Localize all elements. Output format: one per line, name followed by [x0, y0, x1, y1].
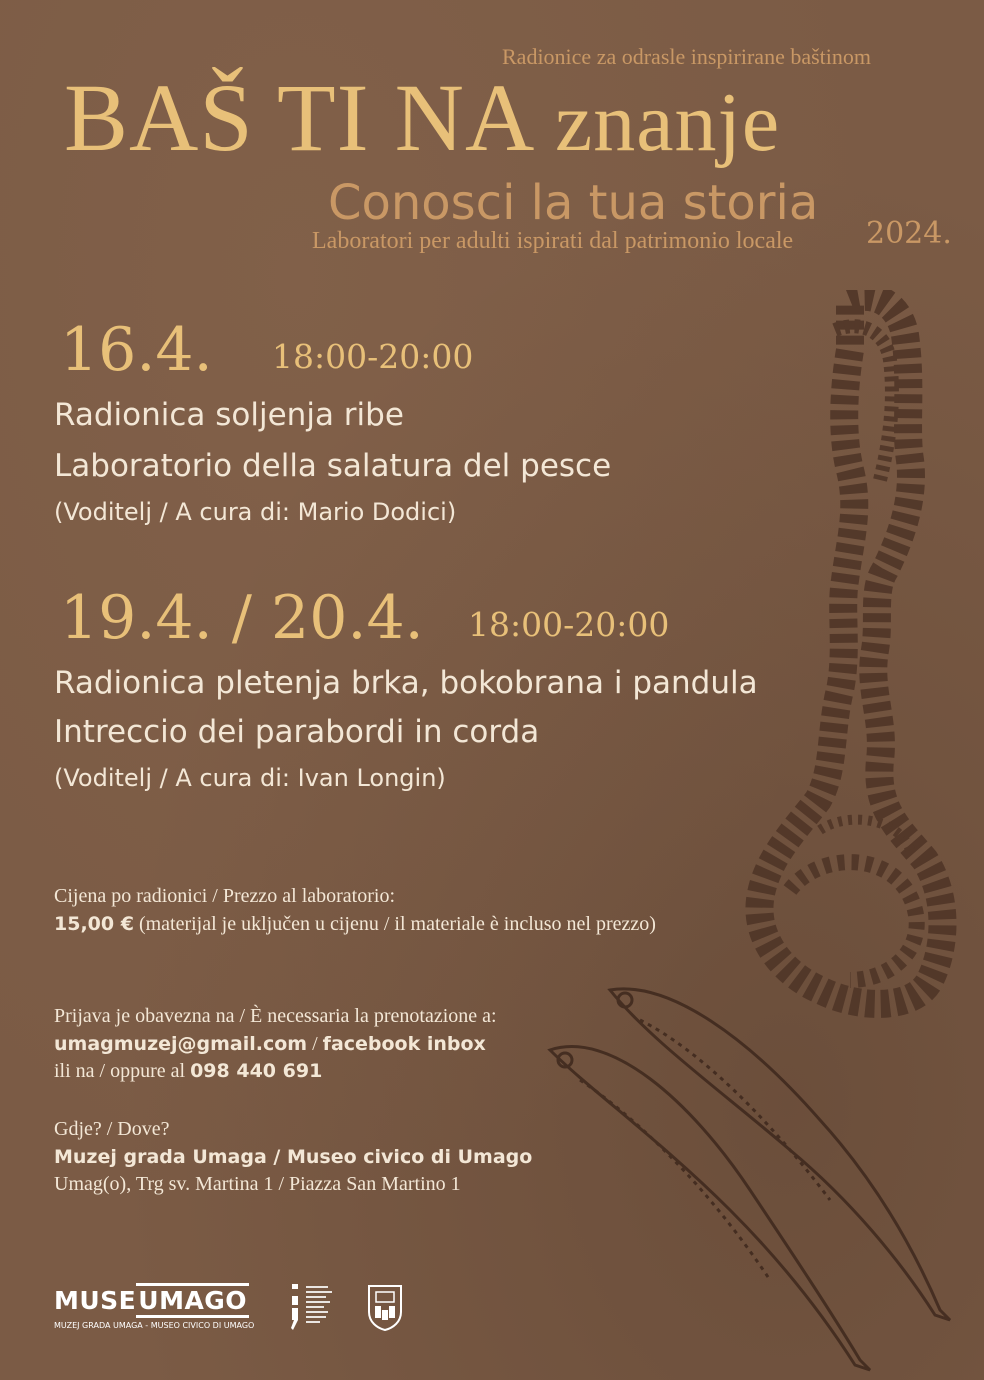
- workshop-1-title-hr: Radionica soljenja ribe: [54, 397, 404, 433]
- subtitle-italian: Conosci la tua storia: [328, 175, 819, 231]
- price-note: (materijal je uključen u cijenu / il materiale è incluso nel prezzo): [138, 913, 656, 935]
- workshop-2-title-it: Intreccio dei parabordi in corda: [54, 714, 540, 750]
- workshop-2-time: 18:00-20:00: [468, 605, 670, 644]
- main-title-upper: BAŠ TI NA: [64, 64, 530, 171]
- registration-separator: /: [307, 1033, 323, 1055]
- umag-coat-of-arms-icon: [366, 1282, 404, 1332]
- workshop-1-title-it: Laboratorio della salatura del pesce: [54, 448, 612, 484]
- fish-illustration: [530, 960, 984, 1380]
- museum-logo: [54, 1286, 254, 1330]
- registration-facebook[interactable]: facebook inbox: [322, 1033, 486, 1055]
- registration-phone-prefix: ili na / oppure al: [54, 1060, 191, 1082]
- museum-logo-word: [54, 1286, 254, 1315]
- ministry-semicolon-logo-icon: [290, 1282, 350, 1338]
- registration-email[interactable]: umagmuzej@gmail.com: [54, 1033, 308, 1055]
- museum-logo-word-a: MUSE: [54, 1286, 137, 1315]
- workshop-2-leader: (Voditelj / A cura di: Ivan Longin): [54, 764, 446, 792]
- location-address: Umag(o), Trg sv. Martina 1 / Piazza San Martino 1: [54, 1173, 461, 1195]
- subtitle-italian-small: Laboratori per adulti ispirati dal patrimonio locale: [312, 228, 794, 254]
- workshop-1-time: 18:00-20:00: [272, 337, 474, 376]
- workshop-2-date: 19.4. / 20.4.: [60, 583, 424, 653]
- location-label: Gdje? / Dove?: [54, 1118, 170, 1140]
- registration-label: Prijava je obavezna na / È necessaria la prenotazione a:: [54, 1005, 497, 1027]
- price-amount: 15,00 €: [54, 913, 134, 935]
- year: 2024.: [866, 216, 952, 251]
- workshop-2-title-hr: Radionica pletenja brka, bokobrana i pandula: [54, 665, 758, 701]
- subtitle-croatian: Radionice za odrasle inspirirane baštinom: [502, 44, 871, 69]
- registration-phone-line: [54, 1059, 322, 1083]
- main-title-lower: znanje: [554, 76, 781, 169]
- workshop-1-leader: (Voditelj / A cura di: Mario Dodici): [54, 498, 457, 526]
- registration-contacts: [54, 1032, 486, 1056]
- main-title: [64, 64, 781, 171]
- workshop-1-date: 16.4.: [60, 315, 213, 385]
- registration-phone[interactable]: 098 440 691: [190, 1060, 323, 1082]
- museum-logo-subtitle: MUZEJ GRADA UMAGA - MUSEO CIVICO DI UMAGO: [54, 1321, 255, 1330]
- location-museum: [54, 1145, 532, 1169]
- price-line: [54, 912, 656, 936]
- price-label: Cijena po radionici / Prezzo al laboratorio:: [54, 885, 395, 907]
- museum-logo-word-b: UMAGO: [136, 1283, 249, 1318]
- location-museum-name: Muzej grada Umaga / Museo civico di Umago: [54, 1146, 533, 1168]
